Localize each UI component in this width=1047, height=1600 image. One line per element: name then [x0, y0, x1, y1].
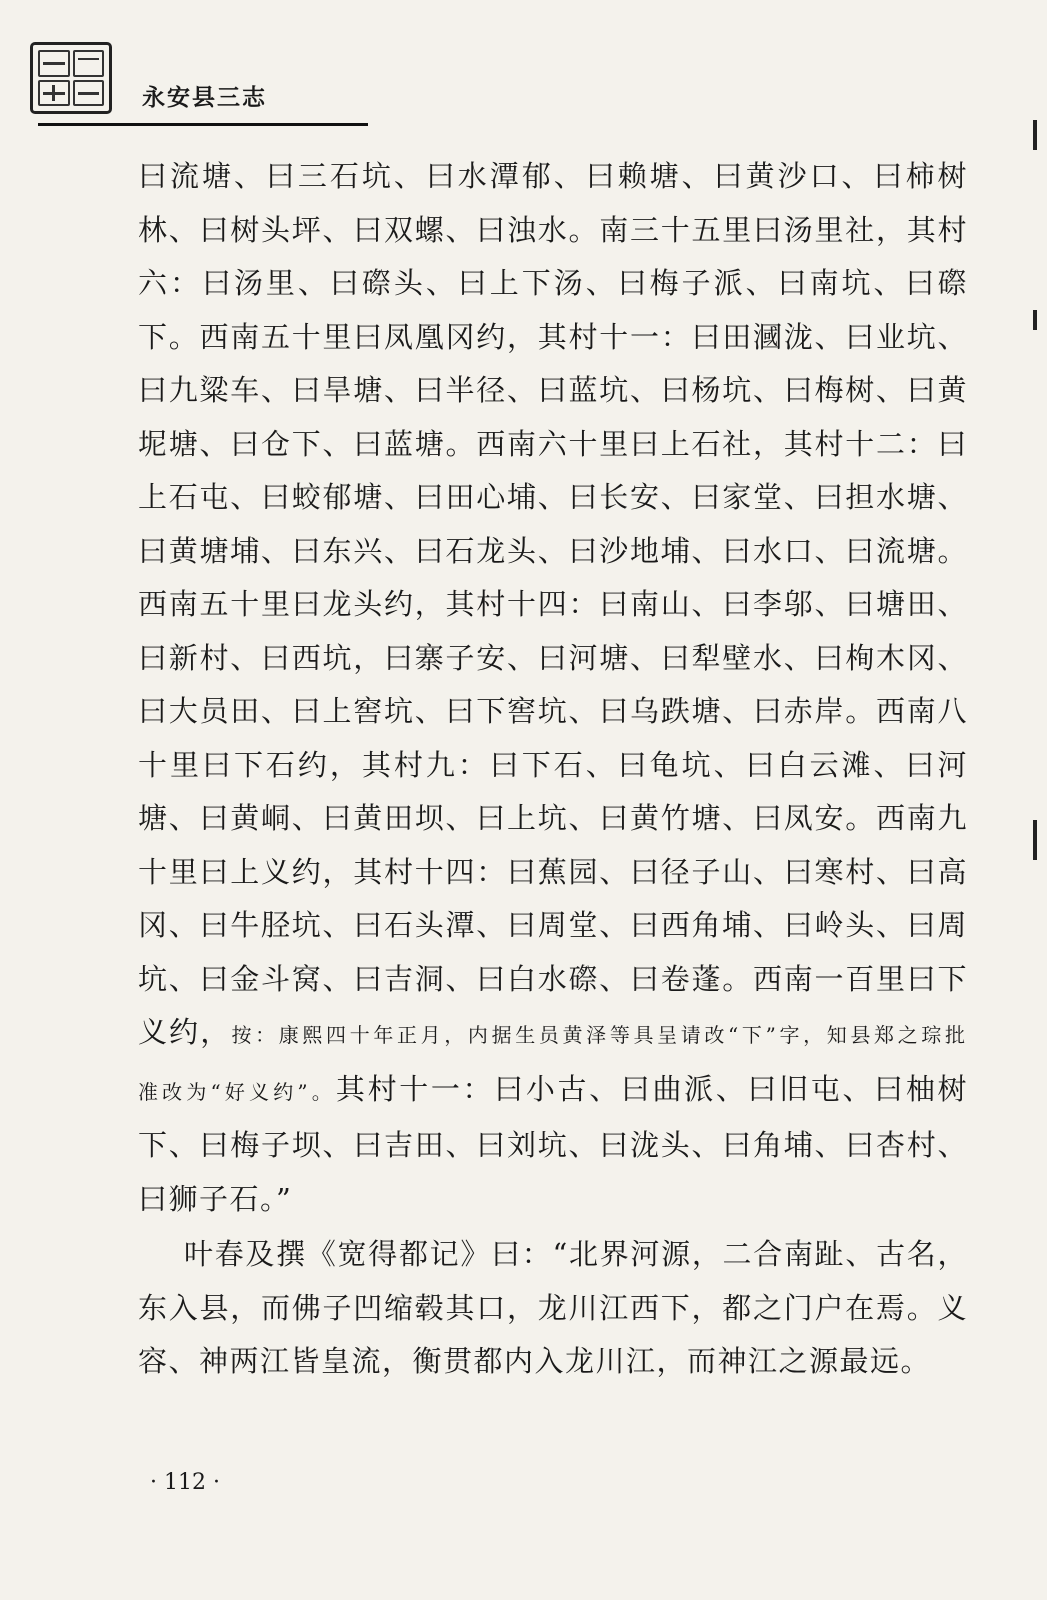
paragraph-1-tail: 其村十一：曰小古、曰曲派、曰旧屯、曰柚树下、曰梅子坝、曰吉田、曰刘坑、曰泷头、曰角埔、曰杏村、曰狮子石。” [138, 1071, 968, 1216]
scan-edge-mark [1033, 120, 1037, 150]
paragraph-1 [138, 150, 968, 1226]
scan-edge-mark [1033, 820, 1037, 860]
running-title: 永安县三志 [142, 85, 267, 111]
header-divider [38, 123, 368, 126]
scan-edge-mark [1033, 310, 1037, 330]
annotation-note: 按：康熙四十年正月，内据生员黄泽等具呈请改“下”字，知县郑之琮批准改为“好义约”。 [138, 1023, 968, 1104]
paragraph-2: 叶春及撰《宽得都记》曰：“北界河源，二合南趾、古名，东入县，而佛子凹缩毂其口，龙川江西下，都之门户在焉。义容、神两江皆皇流，衡贯都内入龙川江，而神江之源最远。 [138, 1237, 968, 1378]
seal-logo [30, 42, 112, 114]
page-number: · 112 · [150, 1470, 220, 1495]
paragraph-1-main: 曰流塘、曰三石坑、曰水潭郁、曰赖塘、曰黄沙口、曰柿树林、曰树头坪、曰双螺、曰浊水。南三十五里曰汤里社，其村六：曰汤里、曰磜头、曰上下汤、曰梅子派、曰南坑、曰磜下。西南五十里曰凤凰冈约，其村十一：曰田漍泷、曰业坑、曰九粱车、曰旱塘、曰半径、曰蓝坑、曰杨坑、曰梅树、曰黄坭塘、曰仓下、曰蓝塘。西南六十里曰上石社，其村十二：曰上石屯、曰蛟郁塘、曰田心埔、曰长安、曰家堂、曰担水塘、曰黄塘埔、曰东兴、曰石龙头、曰沙地埔、曰水口、曰流塘。西南五十里曰龙头约，其村十四：曰南山、曰李邬、曰塘田、曰新村、曰西坑，曰寨子安、曰河塘、曰犁壁水、曰栒木冈、曰大员田、曰上窖坑、曰下窖坑、曰乌跌塘、曰赤岸。西南八十里曰下石约，其村九：曰下石、曰龟坑、曰白云滩、曰河塘、曰黄峒、曰黄田坝、曰上坑、曰黄竹塘、曰凤安。西南九十里曰上义约，其村十四：曰蕉园、曰径子山、曰寒村、曰高冈、曰牛胫坑、曰石头潭、曰周堂、曰西角埔、曰岭头、曰周坑、曰金斗窝、曰吉洞、曰白水磜、曰卷蓬。西南一百里曰下义约， [138, 159, 968, 1049]
page-body [138, 150, 968, 1389]
